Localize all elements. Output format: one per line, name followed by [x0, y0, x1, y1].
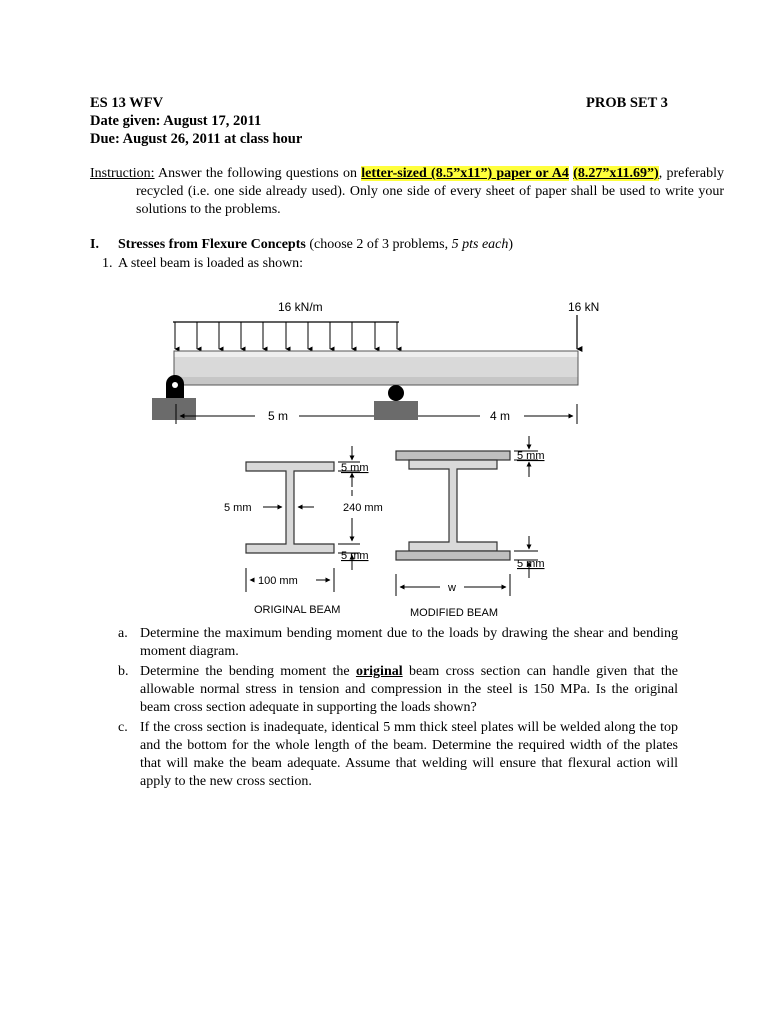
question-c-text: If the cross section is inadequate, identical 5 mm thick steel plates will be welded along the top and the bottom for the whole length of the beam. Determine the required width of the plates that will make the beam adequate. Assume that welding will ensure that flexural action will apply to the new cross section.	[140, 720, 678, 789]
beam-figure	[0, 290, 768, 620]
date-given: Date given: August 17, 2011	[90, 113, 262, 129]
section-numeral: I.	[90, 237, 99, 252]
section-note-close: )	[508, 237, 514, 252]
question-b-text-before: Determine the bending moment the	[140, 664, 356, 679]
original-beam-caption: ORIGINAL BEAM	[254, 604, 341, 616]
modified-cross-section	[396, 451, 510, 560]
instruction-paragraph	[90, 165, 724, 219]
modified-plate-top-dim: 5 mm	[517, 450, 545, 462]
point-load-label: 16 kN	[568, 300, 600, 314]
original-web-dim: 5 mm	[224, 502, 252, 514]
section-note-open: (choose 2 of 3 problems,	[305, 237, 452, 252]
modified-plate-bottom-dim: 5 mm	[517, 558, 545, 570]
question-b	[118, 663, 678, 717]
a4-size-highlight: (8.27”x11.69”)	[573, 166, 659, 181]
distributed-load	[173, 322, 399, 349]
section-title: Stresses from Flexure Concepts	[118, 237, 306, 252]
original-width-dim: 100 mm	[258, 575, 298, 587]
questions-list	[118, 625, 678, 793]
original-height-dim: 240 mm	[343, 502, 383, 514]
problem-statement	[102, 255, 303, 273]
question-c-marker: c.	[118, 720, 128, 735]
instruction-label: Instruction:	[90, 166, 155, 181]
original-flange-top-dim: 5 mm	[341, 462, 369, 474]
due-date: Due: August 26, 2011 at class hour	[90, 131, 303, 147]
modified-beam-caption: MODIFIED BEAM	[410, 607, 499, 619]
paper-size-highlight: letter-sized (8.5”x11”) paper or A4	[361, 166, 569, 181]
original-cross-section	[246, 462, 334, 553]
span-1-label: 5 m	[268, 409, 289, 423]
section-heading	[90, 236, 690, 254]
question-c	[118, 719, 678, 791]
modified-width-dim: w	[448, 582, 456, 594]
question-a	[118, 625, 678, 661]
question-b-text-after: beam cross section can handle given that the allowable normal stress in tension and compression in the steel is 150 MPa. Is the original beam cross section adequate in supporting the loads shown?	[140, 664, 678, 715]
instruction-text-after: , preferably recycled (i.e. one side already used). Only one side of every sheet of paper shall be used to write your solutions to the problems.	[136, 166, 724, 217]
question-b-marker: b.	[118, 664, 129, 679]
span-2-label: 4 m	[490, 409, 511, 423]
original-flange-bottom-dim: 5 mm	[341, 550, 369, 562]
problem-text: A steel beam is loaded as shown:	[118, 256, 304, 271]
course-code: ES 13 WFV	[90, 95, 164, 111]
question-a-marker: a.	[118, 626, 128, 641]
problem-number: 1.	[102, 256, 113, 271]
instruction-text-before: Answer the following questions on	[154, 166, 362, 181]
section-note-italic: 5 pts each	[451, 237, 509, 252]
distributed-load-label: 16 kN/m	[278, 300, 323, 314]
problem-set-title: PROB SET 3	[586, 95, 668, 111]
beam	[174, 351, 578, 385]
question-b-emphasis: original	[355, 664, 403, 679]
question-a-text: Determine the maximum bending moment due to the loads by drawing the shear and bending moment diagram.	[140, 626, 678, 659]
roller-support	[374, 385, 418, 420]
